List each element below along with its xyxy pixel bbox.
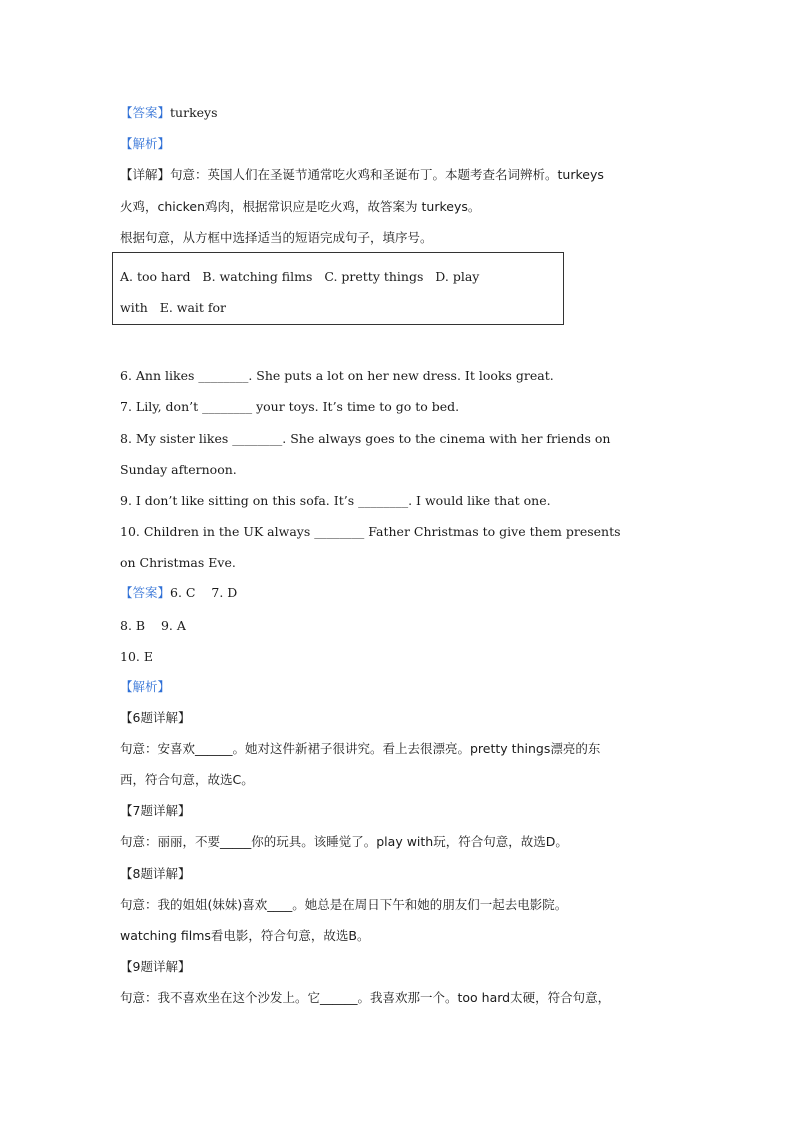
question-7: 7. Lily, don’t ________ your toys. It’s time to go to bed. <box>120 399 460 414</box>
detail-6-line-2: 西，符合句意，故选C。 <box>120 772 254 787</box>
options-box <box>112 252 564 325</box>
question-10-line-2: on Christmas Eve. <box>120 555 236 570</box>
answers-line-1 <box>120 585 237 601</box>
detail-7-label: 【7题详解】 <box>120 803 191 818</box>
detail-line-1 <box>120 167 604 183</box>
detail-7-line-1: 句意：丽丽，不要_____你的玩具。该睡觉了。play with玩，符合句意，故选D。 <box>120 834 568 849</box>
question-8-line-1: 8. My sister likes ________. She always goes to the cinema with her friends on <box>120 431 611 446</box>
analysis-label-2: 【解析】 <box>120 679 171 694</box>
detail-label: 【详解】 <box>120 167 171 182</box>
answer-line-1 <box>120 105 218 121</box>
answers-text-1: 6. C 7. D <box>170 585 238 600</box>
answer-value: turkeys <box>170 105 218 120</box>
detail-9-line-1: 句意：我不喜欢坐在这个沙发上。它______。我喜欢那一个。too hard太硬，符合句意， <box>120 990 611 1005</box>
question-10-line-1: 10. Children in the UK always ________ Father Christmas to give them presents <box>120 524 621 539</box>
detail-text-1: 句意：英国人们在圣诞节通常吃火鸡和圣诞布丁。本题考查名词辨析。turkeys <box>170 167 604 182</box>
detail-9-label: 【9题详解】 <box>120 959 191 974</box>
section-instruction: 根据句意，从方框中选择适当的短语完成句子，填序号。 <box>120 230 433 245</box>
detail-8-line-2: watching films看电影，符合句意，故选B。 <box>120 928 370 943</box>
answers-line-3: 10. E <box>120 649 153 664</box>
answers-line-2: 8. B 9. A <box>120 618 186 633</box>
question-9: 9. I don’t like sitting on this sofa. It’s ________. I would like that one. <box>120 493 551 508</box>
question-6: 6. Ann likes ________. She puts a lot on her new dress. It looks great. <box>120 368 554 383</box>
answer-label-2: 【答案】 <box>120 585 171 600</box>
analysis-label: 【解析】 <box>120 136 171 151</box>
detail-6-line-1: 句意：安喜欢______。她对这件新裙子很讲究。看上去很漂亮。pretty things漂亮的东 <box>120 741 601 756</box>
detail-6-label: 【6题详解】 <box>120 710 191 725</box>
detail-8-line-1: 句意：我的姐姐(妹妹)喜欢____。她总是在周日下午和她的朋友们一起去电影院。 <box>120 897 568 912</box>
detail-line-2: 火鸡，chicken鸡肉，根据常识应是吃火鸡，故答案为 turkeys。 <box>120 199 481 214</box>
detail-8-label: 【8题详解】 <box>120 866 191 881</box>
options-line-2: with E. wait for <box>120 300 227 315</box>
options-line-1: A. too hard B. watching films C. pretty things D. play <box>120 269 480 284</box>
answer-label: 【答案】 <box>120 105 171 120</box>
question-8-line-2: Sunday afternoon. <box>120 462 237 477</box>
